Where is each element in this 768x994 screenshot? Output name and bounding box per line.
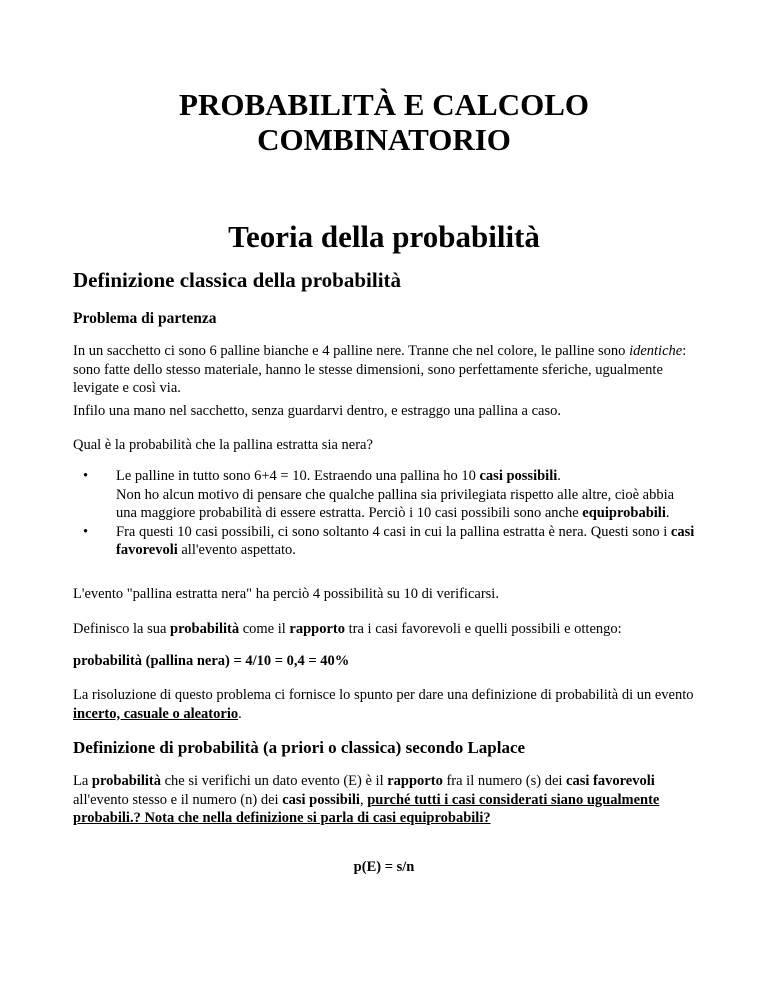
text-run: : sono fatte dello stesso materiale, hanno le stesse dimensioni, sono perfettamente sferiche, ugualmente levigate e così via.: [73, 343, 687, 396]
formula: p(E) = s/n: [353, 859, 415, 875]
text-run: all'evento aspettato.: [177, 542, 296, 558]
paragraph-define: [73, 620, 698, 639]
strong-rapporto: rapporto: [387, 773, 443, 789]
paragraph-question: Qual è la probabilità che la pallina estratta sia nera?: [73, 437, 373, 453]
text-run: tra i casi favorevoli e quelli possibili e ottengo:: [345, 621, 622, 637]
emphasis-identiche: identiche: [629, 343, 683, 359]
text-run: Fra questi 10 casi possibili, ci sono soltanto 4 casi in cui la pallina estratta è nera. Questi sono i: [116, 523, 671, 540]
text-run: .: [557, 468, 561, 484]
heading-classic-definition: Definizione classica della probabilità: [73, 268, 402, 292]
text-run: La risoluzione di questo problema ci fornisce lo spunto per dare una definizione di probabilità di un evento: [73, 687, 694, 703]
strong-casi-favorevoli: casi favorevoli: [116, 523, 695, 558]
text-run: In un sacchetto ci sono 6 palline bianche e 4 palline nere. Tranne che nel colore, le palline sono: [73, 343, 630, 359]
text-run: come il: [239, 621, 290, 637]
strong-casi-possibili: casi possibili: [282, 791, 360, 808]
text-run: Non ho alcun motivo di pensare che qualche pallina sia privilegiata rispetto alle altre, cioè abbia una maggiore probabilità di essere estratta. Perciò i 10 casi possibili sono anche: [116, 486, 675, 521]
strong-equiprobabili: equiprobabili: [582, 505, 666, 521]
text-run: ,: [359, 791, 368, 808]
text-run: che si verifichi un dato evento (E) è il: [160, 773, 388, 789]
text-run: all'evento stesso e il numero (n) dei: [73, 791, 283, 808]
bullet-list: [73, 467, 698, 560]
strong-casi-favorevoli: casi favorevoli: [566, 773, 655, 789]
text-run: fra il numero (s) dei: [442, 773, 567, 789]
section-title: Teoria della probabilità: [228, 219, 540, 254]
strong-rapporto: rapporto: [289, 621, 346, 637]
strong-aleatorio: incerto, casuale o aleatorio: [73, 705, 239, 722]
strong-probabilita: probabilità: [170, 621, 240, 637]
strong-probabilita: probabilità: [91, 773, 161, 789]
strong-equiprobable-note: purché tutti i casi considerati siano ugualmente probabili.? Nota che nella definizione si parla di casi equiprobabili?: [73, 791, 660, 826]
page-title-line2: COMBINATORIO: [257, 122, 511, 157]
list-item: [73, 467, 698, 523]
result-line: probabilità (pallina nera) = 4/10 = 0,4 = 40%: [73, 653, 350, 669]
list-item: [73, 523, 698, 560]
text-run: Le palline in tutto sono 6+4 = 10. Estraendo una pallina ho 10: [116, 468, 480, 484]
heading-laplace: Definizione di probabilità (a priori o classica) secondo Laplace: [73, 738, 526, 757]
strong-casi-possibili: casi possibili: [479, 468, 558, 484]
text-run: Definisco la sua: [73, 621, 171, 637]
text-run: La: [73, 773, 92, 789]
paragraph-event: L'evento "pallina estratta nera" ha perciò 4 possibilità su 10 di verificarsi.: [73, 586, 499, 602]
paragraph-bag: [73, 342, 698, 398]
page-title: [0, 87, 768, 157]
paragraph-laplace-definition: [73, 772, 698, 828]
heading-starting-problem: Problema di partenza: [73, 310, 217, 327]
text-run: .: [238, 705, 242, 722]
paragraph-draw: Infilo una mano nel sacchetto, senza guardarvi dentro, e estraggo una pallina a caso.: [73, 403, 561, 419]
page-title-line1: PROBABILITÀ E CALCOLO: [179, 87, 589, 122]
paragraph-resolution: [73, 686, 698, 723]
text-run: .: [665, 505, 670, 521]
